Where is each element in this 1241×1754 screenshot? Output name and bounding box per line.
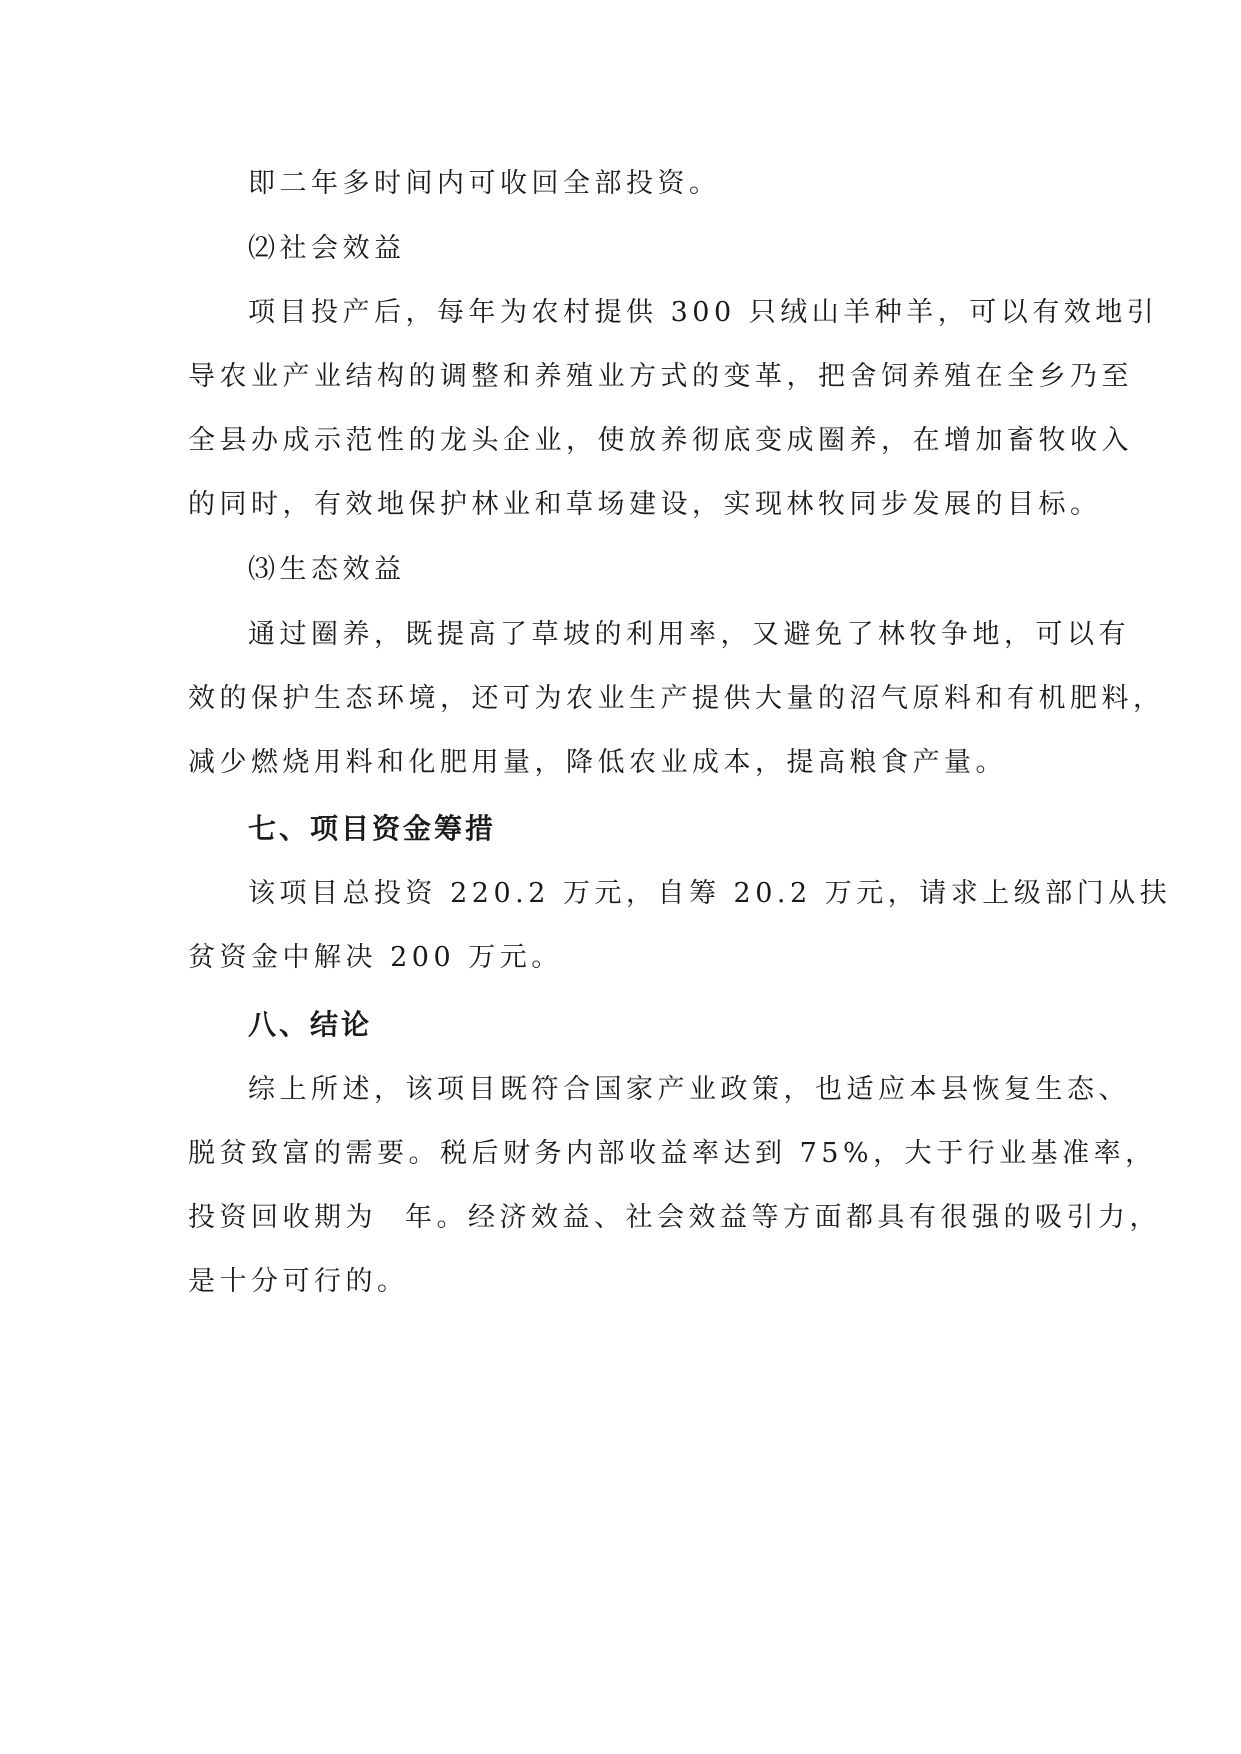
subsection-title: ⑶生态效益 (248, 554, 406, 585)
paragraph-line (188, 1201, 1161, 1235)
section-heading: 七、项目资金筹措 (248, 812, 497, 845)
paragraph-line: 是十分可行的。 (188, 1266, 409, 1297)
paragraph-line: 该项目总投资 220.2 万元，自筹 20.2 万元，请求上级部门从扶 (248, 878, 1172, 909)
line-segment: 年。经济效益、社会效益等方面都具有很强的吸引力， (405, 1202, 1161, 1233)
paragraph-line: 的同时，有效地保护林业和草场建设，实现林牧同步发展的目标。 (188, 489, 1102, 520)
paragraph-line: 贫资金中解决 200 万元。 (188, 942, 563, 973)
paragraph-line: 综上所述，该项目既符合国家产业政策，也适应本县恢复生态、 (248, 1074, 1130, 1105)
paragraph-line: 效的保护生态环境，还可为农业生产提供大量的沼气原料和有机肥料， (188, 683, 1165, 714)
section-heading: 八、结论 (248, 1008, 373, 1041)
paragraph-line: 全县办成示范性的龙头企业，使放养彻底变成圈养，在增加畜牧收入 (188, 425, 1133, 456)
subsection-title: ⑵社会效益 (248, 233, 406, 264)
paragraph-line: 脱贫致富的需要。税后财务内部收益率达到 75%，大于行业基准率， (188, 1138, 1157, 1169)
paragraph-line: 通过圈养，既提高了草坡的利用率，又避免了林牧争地，可以有 (248, 619, 1130, 650)
paragraph-line: 导农业产业结构的调整和养殖业方式的变革，把舍饲养殖在全乡乃至 (188, 361, 1133, 392)
paragraph-line: 项目投产后，每年为农村提供 300 只绒山羊种羊，可以有效地引 (248, 297, 1159, 328)
line-segment: 投资回收期为 (188, 1202, 377, 1233)
paragraph-line: 减少燃烧用料和化肥用量，降低农业成本，提高粮食产量。 (188, 747, 1007, 778)
paragraph-line: 即二年多时间内可收回全部投资。 (248, 168, 721, 199)
